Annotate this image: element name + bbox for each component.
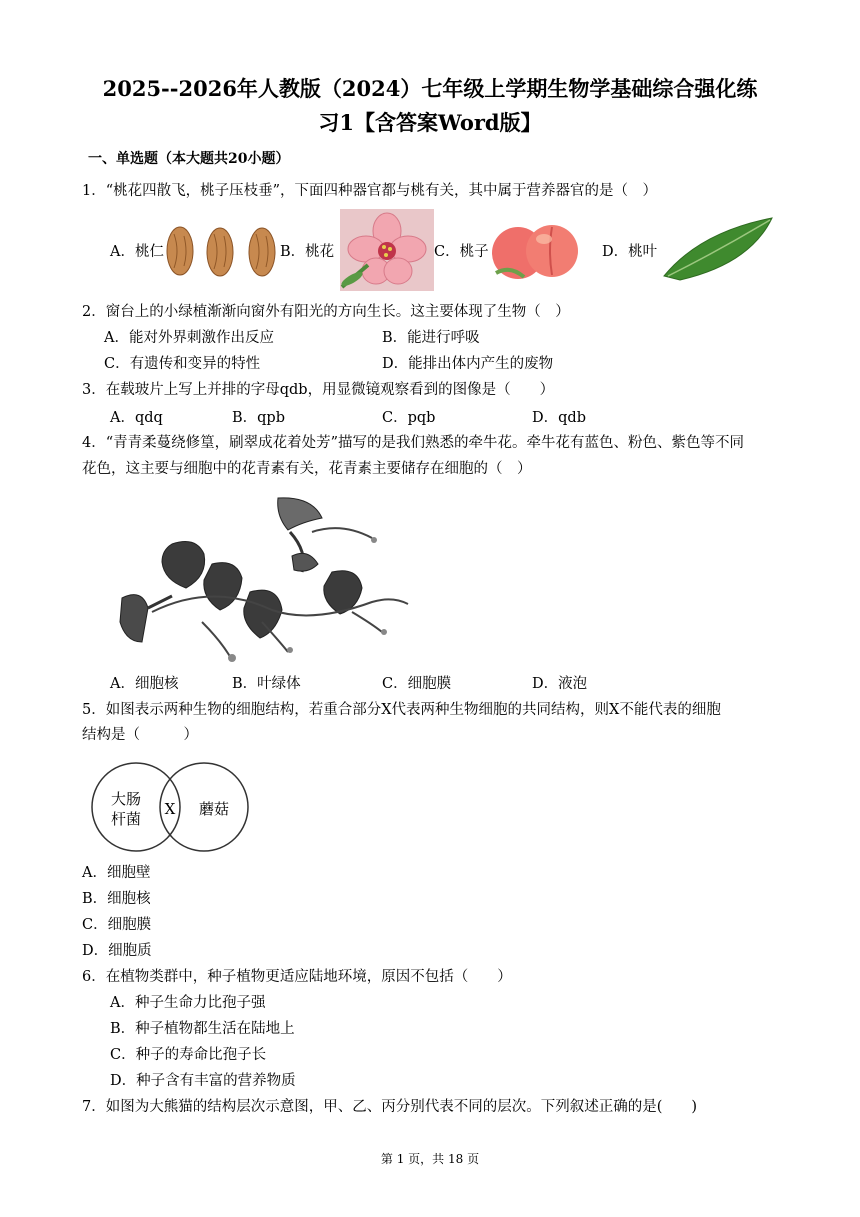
q1-option-d: D．桃叶 — [602, 244, 658, 260]
q2-option-b: B．能进行呼吸 — [382, 330, 480, 346]
peach-kernel-image — [160, 222, 280, 280]
q5-option-b: B．细胞核 — [82, 891, 151, 907]
q2-option-c: C．有遗传和变异的特性 — [104, 356, 261, 372]
q2-option-a: A．能对外界刺激作出反应 — [104, 330, 274, 346]
peach-leaf-image — [660, 214, 774, 286]
document-title — [60, 72, 800, 140]
q5-stem-line-1: 5．如图表示两种生物的细胞结构，若重合部分X代表两种生物细胞的共同结构，则X不能代表的细胞 — [82, 702, 721, 718]
q2-option-d: D．能排出体内产生的废物 — [382, 356, 554, 372]
peach-blossom-image — [340, 209, 434, 291]
q1-option-c: C．桃子 — [434, 244, 489, 260]
q6-option-d: D．种子含有丰富的营养物质 — [110, 1073, 296, 1089]
q4-option-d: D．液泡 — [532, 676, 588, 692]
q3-option-d: D．qdb — [532, 410, 586, 426]
peach-fruit-image — [490, 217, 580, 283]
q6-option-b: B．种子植物都生活在陆地上 — [110, 1021, 295, 1037]
q4-option-b: B．叶绿体 — [232, 676, 301, 692]
q5-option-d: D．细胞质 — [82, 943, 152, 959]
q5-stem-line-2: 结构是（ ） — [82, 727, 198, 743]
q6-option-a: A．种子生命力比孢子强 — [110, 995, 266, 1011]
q1-option-b: B．桃花 — [280, 244, 335, 260]
q5-option-a: A．细胞壁 — [82, 865, 151, 881]
venn-label-ecoli-2: 杆菌 — [110, 810, 142, 828]
q6-option-c: C．种子的寿命比孢子长 — [110, 1047, 267, 1063]
q3-stem: 3．在载玻片上写上并排的字母qdb，用显微镜观察看到的图像是（ ） — [82, 382, 555, 398]
q5-option-c: C．细胞膜 — [82, 917, 152, 933]
q4-stem-line-1: 4．“青青柔蔓绕修篁，刷翠成花着处芳”描写的是我们熟悉的牵牛花。牵牛花有蓝色、粉色、紫色等不同 — [82, 435, 745, 451]
morning-glory-image — [112, 492, 412, 664]
q1-option-a: A．桃仁 — [110, 244, 164, 260]
q3-option-c: C．pqb — [382, 410, 436, 426]
q6-stem: 6．在植物类群中，种子植物更适应陆地环境，原因不包括（ ） — [82, 969, 512, 985]
q3-option-b: B．qpb — [232, 410, 286, 426]
q4-stem-line-2: 花色，这主要与细胞中的花青素有关，花青素主要储存在细胞的（ ） — [82, 461, 532, 477]
venn-label-ecoli-1: 大肠 — [110, 790, 142, 808]
title-line-2: 习1【含答案Word版】 — [318, 110, 542, 135]
venn-label-x: X — [164, 800, 176, 818]
q7-stem: 7．如图为大熊猫的结构层次示意图，甲、乙、丙分别代表不同的层次。下列叙述正确的是( ) — [82, 1099, 698, 1115]
page-footer: 第 1 页，共 18 页 — [380, 1152, 480, 1166]
q4-option-a: A．细胞核 — [110, 676, 179, 692]
section-heading: 一、单选题（本大题共20小题） — [88, 151, 290, 167]
venn-label-mushroom: 蘑菇 — [198, 800, 230, 818]
q1-stem: 1．“桃花四散飞，桃子压枝垂”，下面四种器官都与桃有关，其中属于营养器官的是（ ） — [82, 183, 658, 199]
title-line-1: 2025--2026年人教版（2024）七年级上学期生物学基础综合强化练 — [102, 76, 758, 101]
venn-diagram — [90, 760, 252, 854]
q3-option-a: A．qdq — [110, 410, 163, 426]
q2-stem: 2．窗台上的小绿植渐渐向窗外有阳光的方向生长。这主要体现了生物（ ） — [82, 304, 570, 320]
q4-option-c: C．细胞膜 — [382, 676, 452, 692]
